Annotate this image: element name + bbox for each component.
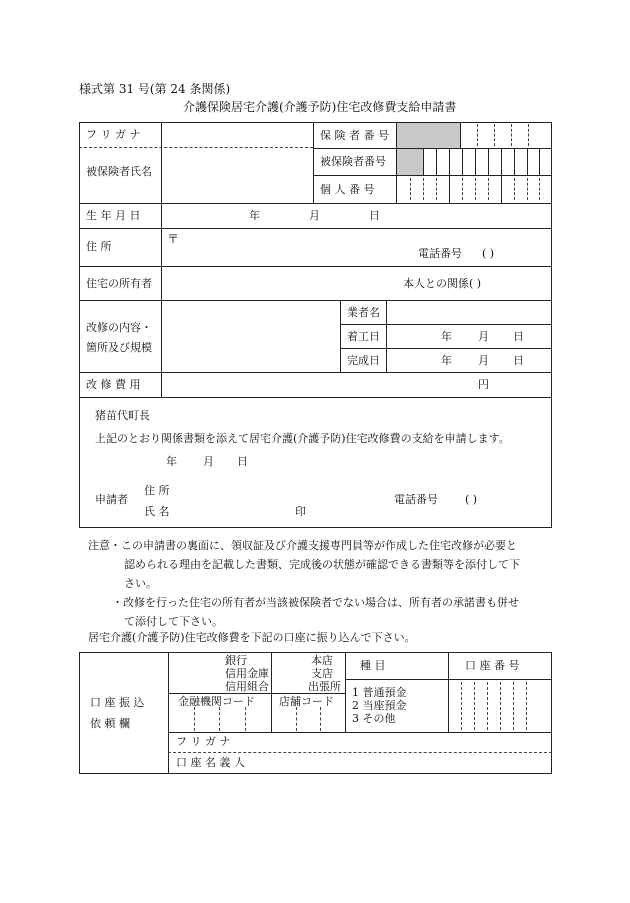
account-holder-label: 口 座 名 義 人 [176, 756, 245, 769]
applicant-address-label: 住 所 [144, 484, 170, 497]
complete-day-unit: 日 [513, 354, 524, 367]
insured-number-label: 被保険者番号 [320, 155, 386, 168]
bank-type-shinkin: 信用金庫 [225, 667, 269, 680]
renovation-label-1: 改修の内容・ [86, 321, 152, 334]
bank-section-label-1: 口 座 振 込 [90, 696, 145, 709]
insurer-number-label: 保 険 者 番 号 [320, 129, 389, 142]
insured-name-label: 被保険者氏名 [86, 165, 152, 178]
note-2-line-1: ・改修を行った住宅の所有者が当該被保険者でない場合は、所有者の承諾書も併せ [112, 596, 519, 609]
bank-code-label: 金融機関コード [178, 695, 255, 708]
applicant-name-label: 氏 名 [144, 505, 170, 518]
transfer-intro: 居宅介護(介護予防)住宅改修費を下記の口座に振り込んで下さい。 [88, 631, 416, 644]
complete-year-unit: 年 [441, 354, 452, 367]
furigana-field[interactable] [163, 124, 311, 146]
address-phone-label: 電話番号 [418, 247, 462, 260]
cost-label: 改 修 費 用 [86, 378, 141, 391]
bank-type-bank: 銀行 [225, 654, 247, 667]
seal-mark: 印 [295, 505, 306, 518]
birth-month-unit: 月 [309, 209, 320, 222]
birth-year-unit: 年 [249, 209, 260, 222]
insurer-number-shaded [397, 123, 460, 148]
renovation-label-2: 箇所及び規模 [86, 341, 152, 354]
birth-day-unit: 日 [369, 209, 380, 222]
start-year-unit: 年 [441, 330, 452, 343]
start-date-label: 着工日 [347, 330, 380, 343]
bank-type-kumiai: 信用組合 [225, 680, 269, 693]
note-1-line-1: 注意・この申請書の裏面に、領収証及び介護支援専門員等が作成した住宅改修が必要と [88, 539, 517, 552]
start-month-unit: 月 [478, 330, 489, 343]
note-2-line-2: て添付して下さい。 [124, 615, 223, 628]
application-year-unit: 年 [166, 455, 177, 468]
application-month-unit: 月 [203, 455, 214, 468]
start-day-unit: 日 [513, 330, 524, 343]
insured-name-field[interactable] [163, 150, 311, 201]
note-1-line-3: さい。 [124, 577, 157, 590]
branch-type-office: 出張所 [308, 680, 341, 693]
branch-type-branch: 支店 [311, 667, 333, 680]
bank-furigana-label: フ リ ガ ナ [176, 735, 231, 748]
account-type-header: 種 目 [360, 659, 386, 672]
applicant-phone-parens: ( ) [465, 493, 478, 506]
form-title: 介護保険居宅介護(介護予防)住宅改修費支給申請書 [183, 100, 457, 114]
account-type-2: 2 当座預金 [352, 699, 407, 712]
address-label: 住 所 [86, 240, 112, 253]
complete-date-label: 完成日 [347, 354, 380, 367]
postal-mark: 〒 [167, 232, 180, 246]
complete-month-unit: 月 [478, 354, 489, 367]
personal-number-label: 個 人 番 号 [320, 183, 375, 196]
application-day-unit: 日 [237, 455, 248, 468]
furigana-label: フ リ ガ ナ [86, 128, 141, 141]
account-holder-field[interactable] [273, 754, 549, 772]
account-type-3: 3 その他 [352, 712, 396, 725]
note-1-line-2: 認められる理由を記載した書類、完成後の状態が確認できる書類等を添付して下 [124, 558, 520, 571]
bank-section-label-2: 依 頼 欄 [90, 717, 130, 730]
account-number-header: 口 座 番 号 [465, 659, 520, 672]
application-statement: 上記のとおり関係書類を添えて居宅介護(介護予防)住宅改修費の支給を申請します。 [95, 432, 510, 445]
addressee: 猪苗代町長 [95, 409, 150, 422]
relation-label: 本人との関係( ) [403, 277, 482, 290]
branch-type-main: 本店 [311, 654, 333, 667]
applicant-phone-label: 電話番号 [394, 493, 438, 506]
bank-furigana-field[interactable] [273, 734, 549, 751]
form-number: 様式第 31 号(第 24 条関係) [79, 82, 231, 96]
yen-unit: 円 [478, 378, 489, 391]
branch-code-label: 店舗コード [279, 695, 334, 708]
address-phone-parens: ( ) [482, 247, 495, 260]
account-type-1: 1 普通預金 [352, 686, 407, 699]
birthdate-label: 生 年 月 日 [86, 209, 141, 222]
owner-label: 住宅の所有者 [86, 277, 152, 290]
insured-number-shaded [397, 149, 423, 175]
applicant-label: 申請者 [95, 493, 128, 506]
contractor-label: 業者名 [347, 306, 380, 319]
